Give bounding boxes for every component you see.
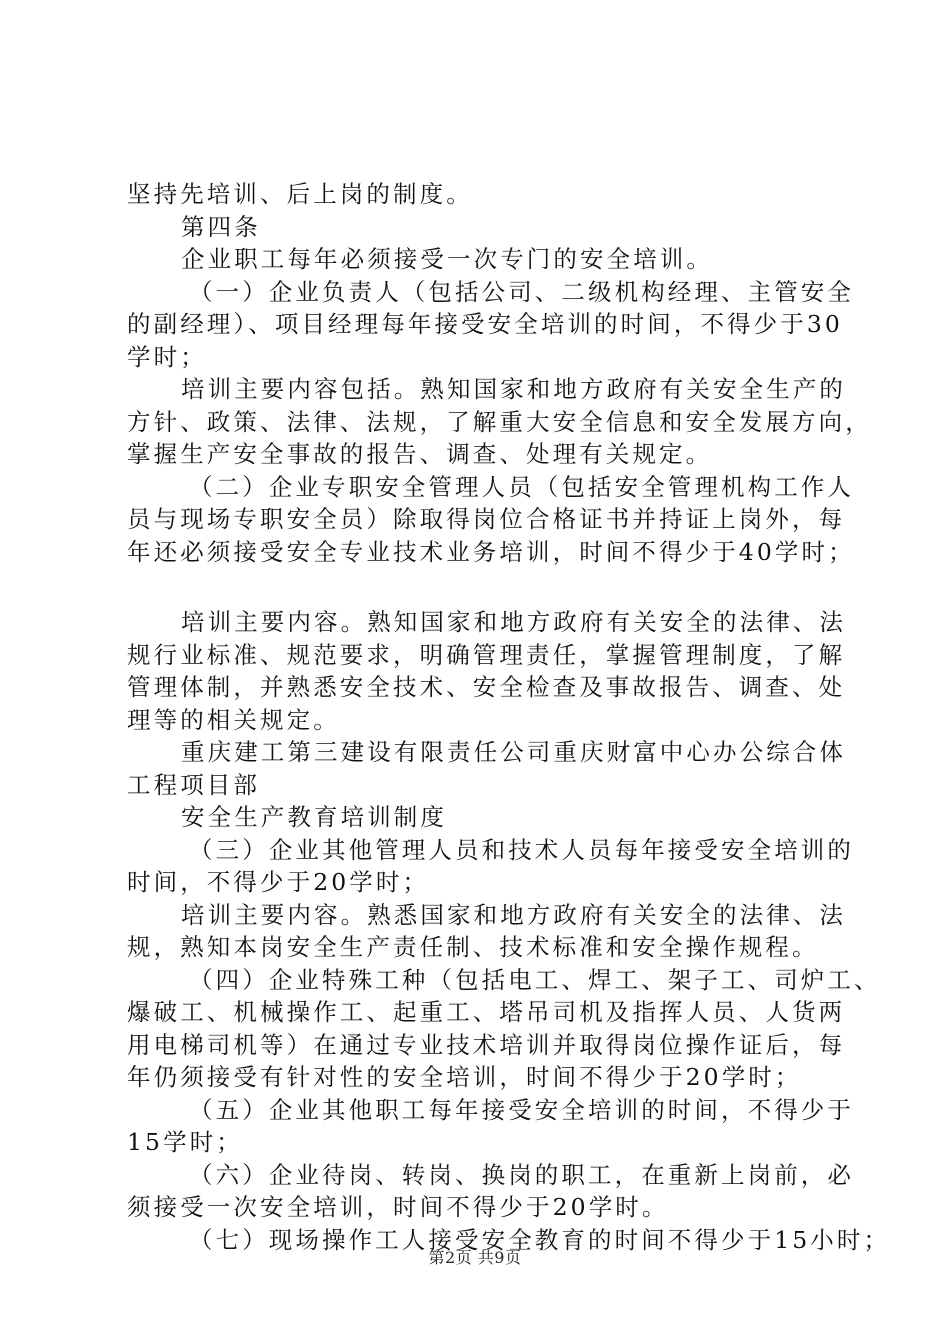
- text-line: 方针、政策、法律、法规，了解重大安全信息和安全发展方向，: [127, 407, 872, 436]
- regulation-title: 安全生产教育培训制度: [181, 803, 447, 831]
- text-line: （七）现场操作工人接受安全教育的时间不得少于15小时；: [189, 1225, 891, 1254]
- text-line: 员与现场专职安全员）除取得岗位合格证书并持证上岗外，每: [127, 505, 846, 533]
- document-body: [127, 178, 891, 1256]
- text-line: 年仍须接受有针对性的安全培训，时间不得少于20学时；: [127, 1063, 802, 1091]
- text-line: （五）企业其他职工每年接受安全培训的时间，不得少于: [189, 1095, 854, 1124]
- text-line: 15学时；: [127, 1128, 243, 1156]
- company-name-continued: 工程项目部: [127, 770, 260, 799]
- text-line: （六）企业待岗、转岗、换岗的职工，在重新上岗前，必: [189, 1160, 854, 1189]
- text-line: 学时；: [127, 342, 207, 371]
- text-line: （二）企业专职安全管理人员（包括安全管理机构工作人: [189, 472, 854, 501]
- text-line: 规，熟知本岗安全生产责任制、技术标准和安全操作规程。: [127, 933, 819, 961]
- text-line: 管理体制，并熟悉安全技术、安全检查及事故报告、调查、处: [127, 673, 846, 701]
- company-name: 重庆建工第三建设有限责任公司重庆财富中心办公综合体: [181, 738, 846, 766]
- text-line: （一）企业负责人（包括公司、二级机构经理、主管安全: [189, 277, 854, 306]
- text-line: （三）企业其他管理人员和技术人员每年接受安全培训的: [189, 835, 854, 864]
- section-heading: 第四条: [181, 212, 261, 241]
- text-line: 的副经理）、项目经理每年接受安全培训的时间，不得少于30: [127, 310, 843, 338]
- text-line: 掌握生产安全事故的报告、调查、处理有关规定。: [127, 440, 713, 468]
- text-line: 培训主要内容。熟悉国家和地方政府有关安全的法律、法: [181, 900, 846, 929]
- text-line: （四）企业特殊工种（包括电工、焊工、架子工、司炉工、: [189, 965, 881, 994]
- text-line: 企业职工每年必须接受一次专门的安全培训。: [181, 245, 713, 273]
- text-line: 年还必须接受安全专业技术业务培训，时间不得少于40学时；: [127, 537, 855, 566]
- page-number: 第2页 共9页: [428, 1248, 522, 1267]
- paragraph-gap: [127, 568, 837, 606]
- text-line: 须接受一次安全培训，时间不得少于20学时。: [127, 1193, 669, 1221]
- text-line: 坚持先培训、后上岗的制度。: [127, 180, 473, 208]
- text-line: 理等的相关规定。: [127, 705, 340, 734]
- text-line: 培训主要内容包括。熟知国家和地方政府有关安全生产的: [181, 375, 846, 403]
- text-line: 规行业标准、规范要求，明确管理责任，掌握管理制度，了解: [127, 640, 846, 669]
- text-line: 爆破工、机械操作工、起重工、塔吊司机及指挥人员、人货两: [127, 998, 846, 1026]
- text-line: 培训主要内容。熟知国家和地方政府有关安全的法律、法: [181, 608, 846, 636]
- text-line: 用电梯司机等）在通过专业技术培训并取得岗位操作证后，每: [127, 1030, 846, 1059]
- text-line: 时间，不得少于20学时；: [127, 868, 430, 896]
